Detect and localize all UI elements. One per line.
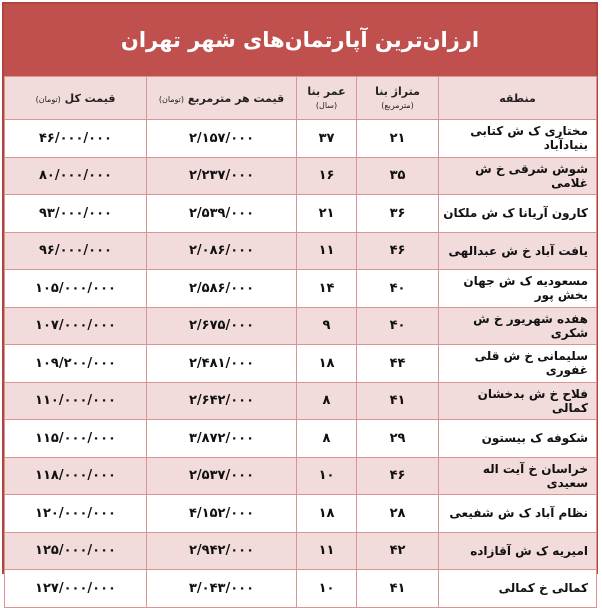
table-row [5, 570, 597, 608]
region-cell: امیریه ک ش آقازاده [439, 532, 597, 570]
table-row [5, 270, 597, 308]
table-row [5, 232, 597, 270]
age-cell: ۱۴ [297, 270, 357, 308]
table-row [5, 532, 597, 570]
age-cell: ۱۱ [297, 532, 357, 570]
price-per-m2-cell: ۲/۰۸۶/۰۰۰ [147, 232, 297, 270]
age-cell: ۸ [297, 420, 357, 458]
area-cell: ۳۵ [357, 157, 439, 195]
price-per-m2-cell: ۴/۱۵۲/۰۰۰ [147, 495, 297, 533]
table-row [5, 195, 597, 233]
price-per-m2-cell: ۳/۰۴۳/۰۰۰ [147, 570, 297, 608]
header-area: متراژ بنا (مترمربع) [357, 77, 439, 120]
price-per-m2-cell: ۲/۶۷۵/۰۰۰ [147, 307, 297, 345]
table-row [5, 120, 597, 158]
price-per-m2-cell: ۲/۵۸۶/۰۰۰ [147, 270, 297, 308]
region-cell: خراسان خ آیت اله سعیدی [439, 457, 597, 495]
total-price-cell: ۱۰۷/۰۰۰/۰۰۰ [5, 307, 147, 345]
total-price-cell: ۹۶/۰۰۰/۰۰۰ [5, 232, 147, 270]
area-cell: ۴۰ [357, 307, 439, 345]
region-cell: فلاح خ ش بدخشان کمالی [439, 382, 597, 420]
region-cell: شکوفه ک بیستون [439, 420, 597, 458]
price-per-m2-cell: ۲/۱۵۷/۰۰۰ [147, 120, 297, 158]
age-cell: ۹ [297, 307, 357, 345]
age-cell: ۸ [297, 382, 357, 420]
area-cell: ۴۰ [357, 270, 439, 308]
age-cell: ۲۱ [297, 195, 357, 233]
age-cell: ۳۷ [297, 120, 357, 158]
area-cell: ۴۱ [357, 382, 439, 420]
area-cell: ۴۱ [357, 570, 439, 608]
total-price-cell: ۱۰۹/۲۰۰/۰۰۰ [5, 345, 147, 383]
total-price-cell: ۱۲۵/۰۰۰/۰۰۰ [5, 532, 147, 570]
region-cell: کارون آریانا ک ش ملکان [439, 195, 597, 233]
age-cell: ۱۶ [297, 157, 357, 195]
total-price-cell: ۸۰/۰۰۰/۰۰۰ [5, 157, 147, 195]
header-price-per-m2-unit: (تومان) [158, 94, 185, 104]
table-row [5, 457, 597, 495]
region-cell: مختاری ک ش کتابی بنیادآباد [439, 120, 597, 158]
header-total-price: قیمت کل (تومان) [5, 77, 147, 120]
total-price-cell: ۹۳/۰۰۰/۰۰۰ [5, 195, 147, 233]
area-cell: ۴۶ [357, 457, 439, 495]
price-per-m2-cell: ۳/۸۷۲/۰۰۰ [147, 420, 297, 458]
price-per-m2-cell: ۲/۹۴۲/۰۰۰ [147, 532, 297, 570]
region-cell: هفده شهریور خ ش شکری [439, 307, 597, 345]
area-cell: ۲۹ [357, 420, 439, 458]
area-cell: ۴۲ [357, 532, 439, 570]
table-row [5, 307, 597, 345]
total-price-cell: ۱۲۰/۰۰۰/۰۰۰ [5, 495, 147, 533]
total-price-cell: ۱۰۵/۰۰۰/۰۰۰ [5, 270, 147, 308]
area-cell: ۲۸ [357, 495, 439, 533]
total-price-cell: ۱۲۷/۰۰۰/۰۰۰ [5, 570, 147, 608]
price-per-m2-cell: ۲/۴۸۱/۰۰۰ [147, 345, 297, 383]
price-per-m2-cell: ۲/۵۳۷/۰۰۰ [147, 457, 297, 495]
total-price-cell: ۱۱۸/۰۰۰/۰۰۰ [5, 457, 147, 495]
price-per-m2-cell: ۲/۶۴۲/۰۰۰ [147, 382, 297, 420]
header-region: منطقه [439, 77, 597, 120]
age-cell: ۱۸ [297, 345, 357, 383]
header-total-price-unit: (تومان) [35, 94, 61, 104]
price-per-m2-cell: ۲/۵۳۹/۰۰۰ [147, 195, 297, 233]
region-cell: کمالی خ کمالی [439, 570, 597, 608]
total-price-cell: ۱۱۵/۰۰۰/۰۰۰ [5, 420, 147, 458]
header-area-unit: (مترمربع) [381, 101, 414, 110]
table-row [5, 157, 597, 195]
region-cell: نظام آباد ک ش شفیعی [439, 495, 597, 533]
total-price-cell: ۴۶/۰۰۰/۰۰۰ [5, 120, 147, 158]
header-age: عمر بنا (سال) [297, 77, 357, 120]
total-price-cell: ۱۱۰/۰۰۰/۰۰۰ [5, 382, 147, 420]
price-per-m2-cell: ۲/۲۳۷/۰۰۰ [147, 157, 297, 195]
page-title: ارزان‌ترین آپارتمان‌های شهر تهران [4, 4, 596, 76]
age-cell: ۱۰ [297, 457, 357, 495]
table-row [5, 495, 597, 533]
header-age-unit: (سال) [315, 101, 338, 110]
apartments-table [4, 76, 597, 608]
area-cell: ۳۶ [357, 195, 439, 233]
table-row [5, 345, 597, 383]
area-cell: ۴۴ [357, 345, 439, 383]
area-cell: ۴۶ [357, 232, 439, 270]
region-cell: شوش شرقی خ ش غلامی [439, 157, 597, 195]
table-header-row [5, 77, 597, 120]
table-frame [2, 2, 598, 596]
region-cell: سلیمانی خ ش قلی غفوری [439, 345, 597, 383]
region-cell: یافت آباد خ ش عبدالهی [439, 232, 597, 270]
age-cell: ۱۰ [297, 570, 357, 608]
area-cell: ۲۱ [357, 120, 439, 158]
age-cell: ۱۱ [297, 232, 357, 270]
table-row [5, 382, 597, 420]
header-price-per-m2: قیمت هر مترمربع (تومان) [147, 77, 297, 120]
table-row [5, 420, 597, 458]
age-cell: ۱۸ [297, 495, 357, 533]
region-cell: مسعودیه ک ش جهان بخش پور [439, 270, 597, 308]
